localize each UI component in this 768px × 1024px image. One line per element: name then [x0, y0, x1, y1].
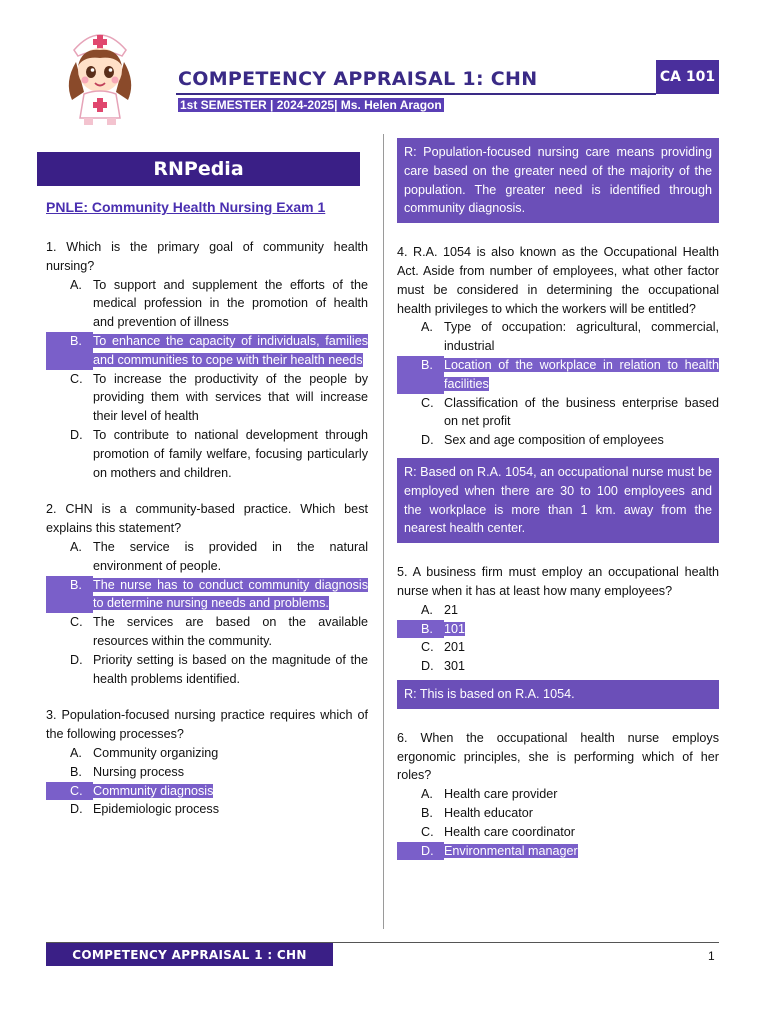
rationale-box: R: Population-focused nursing care means providing care based on the greater need of the majority of the population. The greater need is identified through community diagnosis. [397, 138, 719, 223]
option-item[interactable]: C. 201 [421, 640, 466, 655]
option-item[interactable]: B. Health educator [421, 805, 533, 820]
option-item[interactable]: D. Sex and age composition of employees [421, 433, 664, 448]
question-6-text: 6. When the occupational health nurse employs ergonomic principles, she is performing which of her roles? [397, 730, 719, 783]
question-2-text: 2. CHN is a community-based practice. Which best explains this statement? [46, 502, 368, 536]
footer-label: COMPETENCY APPRAISAL 1 : CHN [46, 943, 333, 966]
option-item[interactable]: A. The service is provided in the natural environment of people. [70, 539, 368, 573]
option-item-answer[interactable]: B. 101 [397, 620, 719, 639]
option-item[interactable]: C. To increase the productivity of the people by providing them with services that will increase their level of health [70, 371, 368, 424]
option-item[interactable]: C. Classification of the business enterprise based on net profit [421, 395, 719, 429]
option-item[interactable]: A. To support and supplement the efforts of the medical profession in the promotion of health and prevention of illness [70, 277, 368, 330]
question-1-options [46, 276, 368, 483]
option-item[interactable]: D. To contribute to national development through promotion of family welfare, focusing particularly on mothers and children. [70, 427, 368, 480]
rationale-box: R: This is based on R.A. 1054. [397, 680, 719, 709]
option-item[interactable]: A. Community organizing [70, 745, 219, 760]
option-item-answer[interactable]: C. Community diagnosis [46, 782, 368, 801]
option-item[interactable]: D. Epidemiologic process [70, 802, 219, 817]
option-item[interactable]: C. The services are based on the available resources within the community. [70, 615, 368, 648]
option-item[interactable]: C. Health care coordinator [421, 824, 575, 839]
option-item-answer[interactable]: B. The nurse has to conduct community diagnosis to determine nursing needs and problems. [46, 576, 368, 614]
option-item[interactable]: A. 21 [421, 602, 459, 617]
page-number: 1 [708, 949, 715, 963]
question-4-options [397, 318, 719, 450]
left-column [46, 238, 368, 837]
option-item[interactable]: D. Priority setting is based on the magnitude of the health problems identified. [70, 652, 368, 686]
question-5-text: 5. A business firm must employ an occupational health nurse when it has at least how many employees? [397, 565, 719, 598]
option-item[interactable]: A. Health care provider [421, 787, 558, 802]
right-column [397, 138, 719, 878]
question-2-options [46, 538, 368, 688]
column-divider [383, 134, 384, 929]
question-6-options [397, 785, 719, 860]
question-4-text: 4. R.A. 1054 is also known as the Occupational Health Act. Aside from number of employees, what other factor must be considered in determining the occupational health privileges to which the workers will be entitled? [397, 245, 719, 316]
option-item[interactable]: A. Type of occupation: agricultural, commercial, industrial [421, 320, 719, 354]
document-title: COMPETENCY APPRAISAL 1: CHN [178, 68, 538, 90]
question-1-text: 1. Which is the primary goal of community health nursing? [46, 240, 368, 273]
question-3-text: 3. Population-focused nursing practice requires which of the following processes? [46, 708, 368, 742]
title-underline [176, 93, 656, 95]
brand-banner: RNPedia [37, 152, 360, 186]
option-item-answer[interactable]: D. Environmental manager [397, 842, 719, 861]
option-item-answer[interactable]: B. To enhance the capacity of individuals, families and communities to cope with their health needs [46, 332, 368, 370]
course-code-badge: CA 101 [656, 60, 719, 94]
question-5-options [397, 601, 719, 676]
rationale-box: R: Based on R.A. 1054, an occupational nurse must be employed when there are 30 to 100 employees and the workplace is more than 1 km. away from the nearest health center. [397, 458, 719, 543]
semester-subtitle: 1st SEMESTER | 2024-2025| Ms. Helen Aragon [180, 98, 442, 112]
option-item-answer[interactable]: B. Location of the workplace in relation to health facilities [397, 356, 719, 394]
question-3-options [46, 744, 368, 819]
exam-title-link[interactable]: PNLE: Community Health Nursing Exam 1 [46, 199, 326, 215]
option-item[interactable]: B. Nursing process [70, 764, 184, 779]
option-item[interactable]: D. 301 [421, 659, 466, 674]
nurse-mascot-icon [60, 22, 140, 126]
